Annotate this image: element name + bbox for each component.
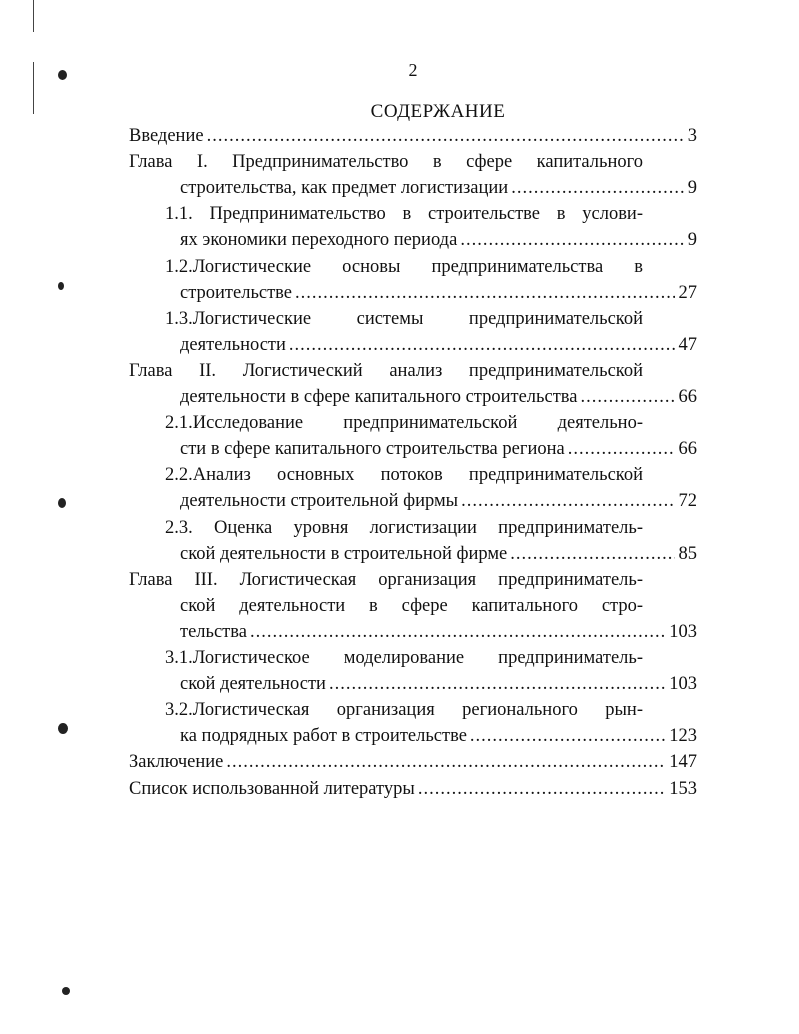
toc-entry-text: 3.1.Логистическое моделирование предприниматель- <box>165 648 643 668</box>
toc-line <box>0 175 799 201</box>
toc-page-number: 72 <box>678 491 697 512</box>
toc-line <box>0 436 799 462</box>
dot-leader <box>289 332 675 358</box>
toc-line <box>0 123 799 149</box>
toc-entry-text: Глава II. Логистический анализ предпринимательской <box>129 360 643 381</box>
toc-line <box>0 332 799 358</box>
toc-line <box>0 306 799 332</box>
toc-entry-label: Введение <box>129 126 204 146</box>
toc-line <box>0 410 799 436</box>
toc-entry-label: деятельности в сфере капитального строительства <box>180 387 578 407</box>
toc-page-number: 103 <box>669 621 697 642</box>
toc-entry-label: ка подрядных работ в строительстве <box>180 726 467 747</box>
toc-entry-label: сти в сфере капитального строительства региона <box>180 439 565 460</box>
dot-leader <box>226 749 665 775</box>
toc-line <box>0 776 799 802</box>
toc-line <box>0 697 799 723</box>
toc-page-number: 9 <box>687 230 697 251</box>
toc-entry-text: 1.3.Логистические системы предпринимательской <box>165 308 643 329</box>
scan-speck <box>62 987 70 995</box>
toc-entry-label: ской деятельности <box>180 674 326 695</box>
toc-entry-text: 1.2.Логистические основы предпринимательства в <box>165 256 643 277</box>
dot-leader <box>568 436 675 462</box>
toc-line <box>0 384 799 410</box>
toc-page-number: 66 <box>678 387 697 407</box>
toc-line <box>0 227 799 253</box>
toc-entry-label: строительства, как предмет логистизации <box>180 178 509 199</box>
dot-leader <box>250 619 665 645</box>
dot-leader <box>207 123 684 149</box>
toc-line <box>0 201 799 227</box>
toc-line <box>0 515 799 541</box>
toc-entry-label: тельства <box>180 621 247 642</box>
dot-leader <box>510 541 674 567</box>
toc-line <box>0 541 799 567</box>
dot-leader <box>418 776 665 802</box>
toc-page-number: 66 <box>678 439 697 460</box>
toc-page-number: 153 <box>669 778 697 799</box>
toc-entry-label: ской деятельности в строительной фирме <box>180 543 508 564</box>
toc-entry-text: Глава III. Логистическая организация предприниматель- <box>129 569 643 590</box>
toc-line <box>0 671 799 697</box>
toc-entry-text: 3.2.Логистическая организация регионального рын- <box>165 700 643 721</box>
toc-page-number: 147 <box>669 752 697 773</box>
toc-page-number: 85 <box>678 543 697 564</box>
toc-line <box>0 645 799 671</box>
toc-entry-text: 2.2.Анализ основных потоков предпринимательской <box>165 465 643 486</box>
toc-entry-text: ской деятельности в сфере капитального стро- <box>180 595 643 616</box>
dot-leader <box>580 384 674 410</box>
toc-page-number: 9 <box>687 178 697 199</box>
dot-leader <box>461 488 674 514</box>
toc-page-number: 47 <box>678 334 697 355</box>
toc-entry-text: Глава I. Предпринимательство в сфере капитального <box>129 152 643 173</box>
toc-entry-label: Заключение <box>129 752 224 773</box>
scan-edge-line <box>33 0 34 32</box>
toc-entry-text: 1.1. Предпринимательство в строительстве в услови- <box>165 204 643 225</box>
dot-leader <box>470 723 665 749</box>
toc-line <box>0 358 799 384</box>
dot-leader <box>460 227 683 253</box>
toc-line <box>0 280 799 306</box>
toc-line <box>0 488 799 514</box>
toc-line <box>0 567 799 593</box>
toc-entry-label: строительстве <box>180 282 293 303</box>
toc-page-number: 3 <box>687 126 697 146</box>
toc-entry-label: ях экономики переходного периода <box>180 230 458 251</box>
toc-entry-text: 2.3. Оценка уровня логистизации предприниматель- <box>165 517 643 538</box>
toc-entry-text: 2.1.Исследование предпринимательской деятельно- <box>165 413 643 434</box>
toc-line <box>0 723 799 749</box>
toc-line <box>0 619 799 645</box>
dot-leader <box>329 671 665 697</box>
toc-entry-label: Список использованной литературы <box>129 778 415 799</box>
toc-page-number: 103 <box>669 674 697 695</box>
toc-line <box>0 254 799 280</box>
dot-leader <box>295 280 674 306</box>
toc-line <box>0 149 799 175</box>
dot-leader <box>511 175 684 201</box>
toc-page-number: 27 <box>678 282 697 303</box>
page-number: 2 <box>408 60 418 80</box>
toc-line <box>0 462 799 488</box>
toc-entry-label: деятельности строительной фирмы <box>180 491 459 512</box>
toc-entry-label: деятельности <box>180 334 286 355</box>
toc-line <box>0 749 799 775</box>
toc-line <box>0 593 799 619</box>
toc-title: СОДЕРЖАНИЕ <box>370 101 506 122</box>
toc-page-number: 123 <box>669 726 697 747</box>
